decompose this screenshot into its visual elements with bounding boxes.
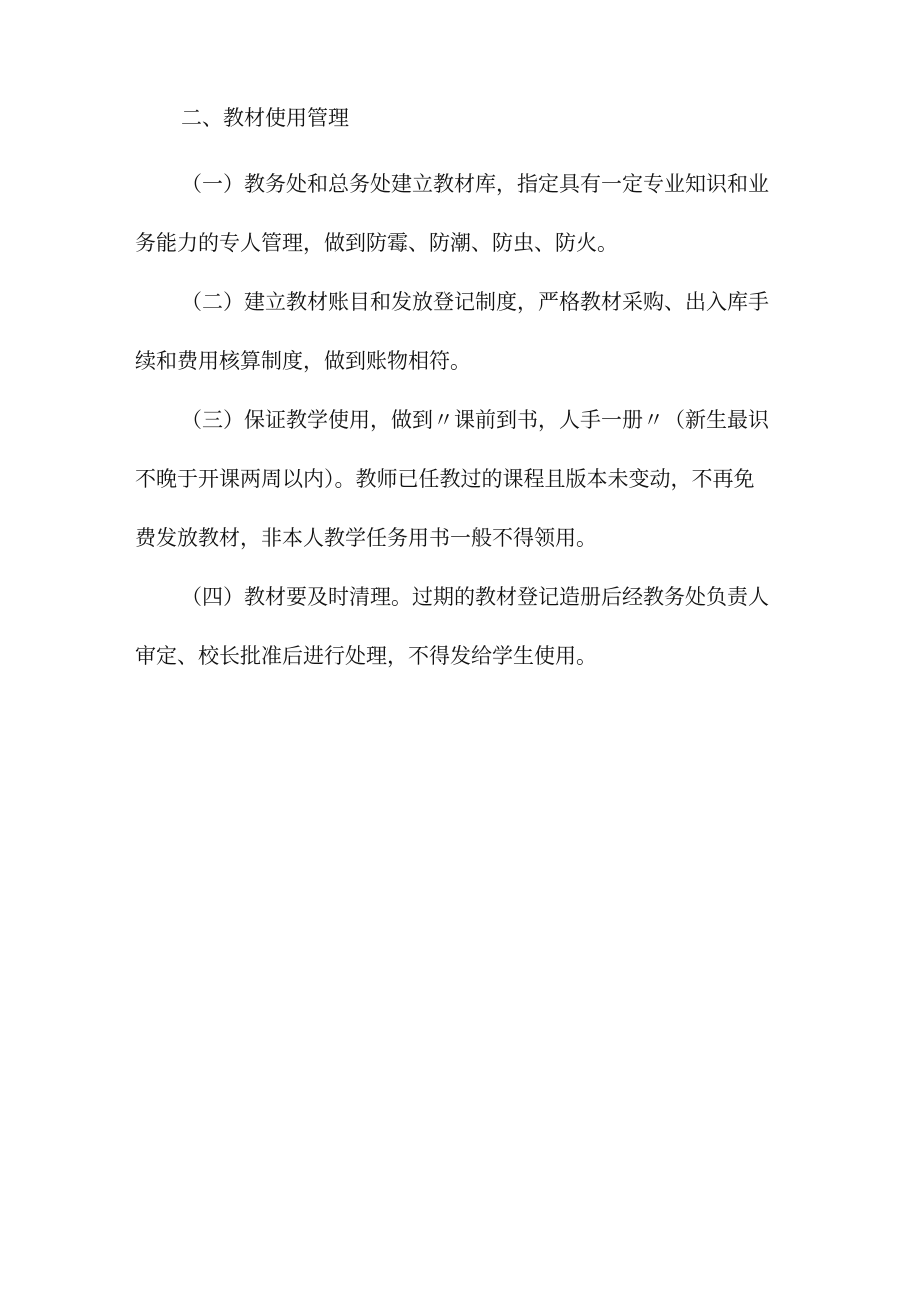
- paragraph-1: [135, 155, 797, 273]
- heading-spacer: [135, 141, 797, 155]
- document-body: [135, 96, 797, 686]
- paragraph-line: 续和费用核算制度，做到账物相符。: [135, 349, 471, 373]
- paragraph-2: [135, 273, 797, 391]
- paragraph-3: [135, 391, 797, 568]
- paragraph-line: 不晚于开课两周以内）。教师已任教过的课程且版本未变动，不再免: [135, 467, 755, 491]
- paragraph-line: 务能力的专人管理，做到防霉、防潮、防虫、防火。: [135, 231, 618, 255]
- paragraph-line: （二）建立教材账目和发放登记制度，严格教材采购、出入库手: [181, 290, 769, 314]
- paragraph-4: [135, 568, 797, 686]
- section-heading: 二、教材使用管理: [181, 106, 349, 130]
- paragraph-line: （四）教材要及时清理。过期的教材登记造册后经教务处负责人: [181, 585, 769, 609]
- paragraph-line: 审定、校长批准后进行处理，不得发给学生使用。: [135, 644, 597, 668]
- paragraph-line: 费发放教材，非本人教学任务用书一般不得领用。: [135, 526, 597, 550]
- paragraph-line: （一）教务处和总务处建立教材库，指定具有一定专业知识和业: [181, 172, 769, 196]
- paragraph-line: （三）保证教学使用，做到〃课前到书，人手一册〃（新生最识: [181, 408, 769, 432]
